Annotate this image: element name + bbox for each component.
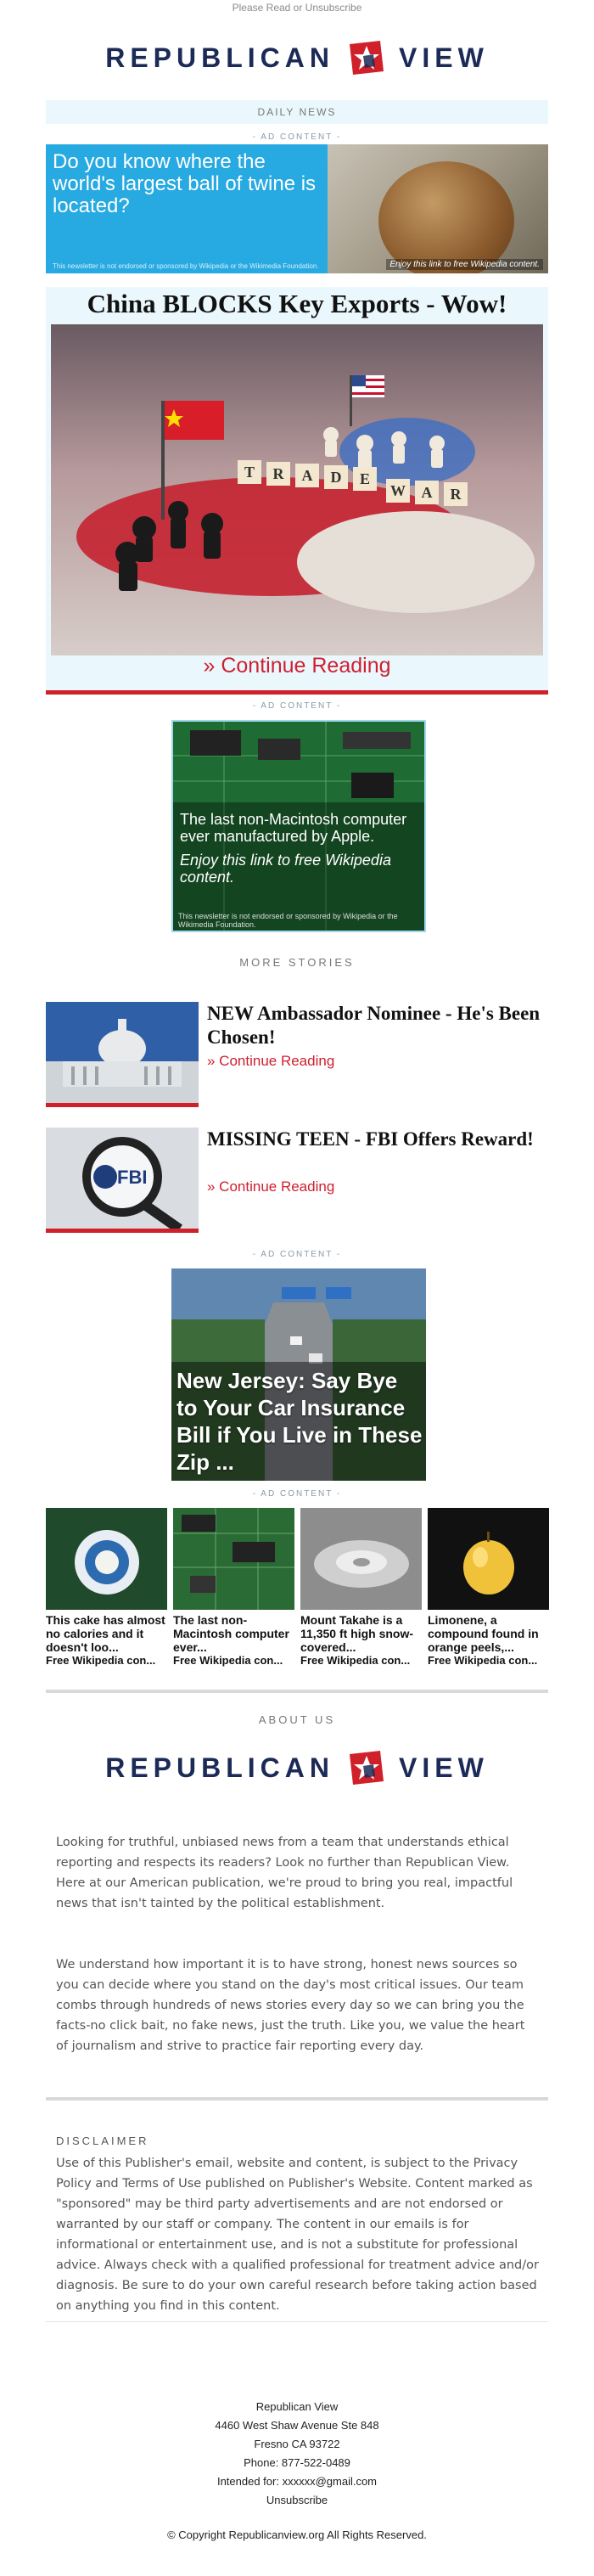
grid-item-image[interactable]	[428, 1508, 549, 1610]
story-ambassador-link[interactable]: » Continue Reading	[207, 1053, 335, 1069]
story-ambassador[interactable]	[46, 1002, 548, 1107]
ad-apple-computer[interactable]	[171, 720, 426, 932]
footer-unsubscribe-link[interactable]: Unsubscribe	[266, 2494, 328, 2506]
footer-address-line-2: Fresno CA 93722	[254, 2438, 340, 2450]
ad-twine-disclaimer: This newsletter is not endorsed or sponsored by Wikipedia or the Wikimedia Foundation.	[53, 262, 319, 270]
story-ambassador-thumb[interactable]	[46, 1002, 199, 1107]
about-paragraph-2: We understand how important it is to have strong, honest news sources so you can decide where you stand on the day's most critical issues. Our team combs through hundreds of news stories every day so we can bring you the facts-no click bait, no fake news, just the truth. Like you, we value the heart of journalism and strive to practice fair reporting every day.	[56, 1958, 525, 2053]
about-heading: ABOUT US	[258, 1713, 336, 1726]
more-stories-heading: MORE STORIES	[239, 956, 355, 969]
tile: W	[386, 479, 410, 503]
grid-item-image[interactable]	[173, 1508, 294, 1610]
sponsored-grid	[46, 1508, 548, 1678]
daily-news-band: DAILY NEWS	[46, 100, 548, 124]
tile: T	[238, 460, 261, 484]
story-missing-teen[interactable]	[46, 1128, 548, 1233]
ad-label: - AD CONTENT -	[252, 1250, 342, 1259]
ad-label: - AD CONTENT -	[252, 132, 342, 142]
ad-twine-caption: Enjoy this link to free Wikipedia content.	[386, 259, 543, 270]
ad-car-insurance-headline: New Jersey: Say Bye to Your Car Insurance Bill if You Live in These Zip ...	[177, 1368, 423, 1475]
unsubscribe-top-link[interactable]: Please Read or Unsubscribe	[232, 2, 362, 14]
star-logo-icon	[346, 37, 387, 78]
svg-text:FBI: FBI	[117, 1167, 148, 1188]
footer-intended: Intended for: xxxxxx@gmail.com	[216, 2475, 378, 2488]
tile: A	[415, 481, 439, 504]
grid-item-source[interactable]: Free Wikipedia con...	[173, 1654, 283, 1667]
grid-item[interactable]	[173, 1508, 294, 1678]
ad-twine-image	[328, 144, 548, 273]
story-missing-teen-title[interactable]: MISSING TEEN - FBI Offers Reward!	[207, 1128, 534, 1150]
brand-word-right: VIEW	[399, 42, 489, 73]
brand-logo-footer[interactable]	[0, 1742, 594, 1793]
ad-apple-disclaimer: This newsletter is not endorsed or sponsored by Wikipedia or the Wikimedia Foundation.	[178, 912, 398, 929]
ad-label: - AD CONTENT -	[252, 701, 342, 711]
twine-ball-shape	[378, 161, 514, 273]
about-paragraph-1: Looking for truthful, unbiased news from a team that understands ethical reporting and respects its readers? Look no further than Republican View. Here at our American publication, we're proud to bring you real, impactful news that isn't tainted by the political establishment.	[56, 1836, 513, 1910]
grid-item-source[interactable]: Free Wikipedia con...	[46, 1654, 156, 1667]
trade-war-tiles	[238, 460, 492, 528]
disclaimer-text: Use of this Publisher's email, website and content, is subject to the Privacy Policy and Terms of Use published on Publisher's Website. Content marked as "sponsored" may be third party advertisements and are not endorsed or warranted by our staff or company. The content in our emails is for informational or entertainment use, and is not a substitute for professional advice. Always check with a qualified professional for treatment advice and/or diagnosis. Be sure to do your own careful research before taking action based on anything you find in this content.	[56, 2157, 539, 2313]
tile: R	[266, 462, 290, 486]
story-ambassador-title[interactable]: NEW Ambassador Nominee - He's Been Chosen!	[207, 1003, 541, 1048]
tile: E	[353, 467, 377, 491]
grid-item-source[interactable]: Free Wikipedia con...	[300, 1654, 411, 1667]
story-missing-teen-link[interactable]: » Continue Reading	[207, 1178, 335, 1195]
star-logo-icon	[346, 1747, 387, 1788]
tile: D	[324, 465, 348, 489]
grid-item-source[interactable]: Free Wikipedia con...	[428, 1654, 538, 1667]
grid-item-caption[interactable]: Mount Takahe is a 11,350 ft high snow-covered...	[300, 1613, 414, 1654]
ad-car-insurance[interactable]	[171, 1268, 426, 1481]
divider	[46, 2097, 548, 2101]
grid-item[interactable]	[428, 1508, 549, 1678]
grid-item-caption[interactable]: Limonene, a compound found in orange peels,...	[428, 1613, 539, 1654]
feature-continue-link[interactable]: » Continue Reading	[203, 654, 391, 678]
ad-twine-banner[interactable]	[46, 144, 548, 273]
grid-item[interactable]	[300, 1508, 422, 1678]
divider	[46, 1690, 548, 1693]
feature-title[interactable]: China BLOCKS Key Exports - Wow!	[87, 289, 507, 318]
footer-address-line-1: 4460 West Shaw Avenue Ste 848	[215, 2419, 379, 2432]
brand-word-right: VIEW	[399, 1752, 489, 1783]
brand-word-left: REPUBLICAN	[105, 42, 334, 73]
tile: A	[295, 464, 319, 487]
feature-image[interactable]	[51, 324, 543, 655]
footer-address	[0, 2398, 594, 2510]
grid-item[interactable]	[46, 1508, 167, 1678]
story-missing-teen-thumb[interactable]	[46, 1128, 199, 1233]
grid-item-image[interactable]	[46, 1508, 167, 1610]
grid-item-caption[interactable]: The last non-Macintosh computer ever...	[173, 1613, 289, 1654]
footer-company: Republican View	[255, 2400, 339, 2413]
feature-story[interactable]	[46, 287, 548, 695]
ad-apple-text	[180, 811, 417, 886]
copyright: © Copyright Republicanview.org All Rights Reserved.	[167, 2528, 427, 2541]
ad-apple-italic: Enjoy this link to free Wikipedia content.	[180, 852, 391, 886]
brand-word-left: REPUBLICAN	[105, 1752, 334, 1783]
ad-apple-headline: The last non-Macintosh computer ever manufactured by Apple.	[180, 811, 407, 845]
footer-phone: Phone: 877-522-0489	[244, 2456, 350, 2469]
disclaimer-heading: DISCLAIMER	[56, 2134, 149, 2147]
ad-twine-headline: Do you know where the world's largest ball of twine is located?	[53, 150, 317, 217]
divider	[46, 2321, 548, 2322]
grid-item-caption[interactable]: This cake has almost no calories and it doesn't loo...	[46, 1613, 165, 1654]
brand-logo[interactable]	[0, 32, 594, 83]
grid-item-image[interactable]	[300, 1508, 422, 1610]
tile: R	[444, 482, 468, 506]
ad-label: - AD CONTENT -	[252, 1489, 342, 1499]
